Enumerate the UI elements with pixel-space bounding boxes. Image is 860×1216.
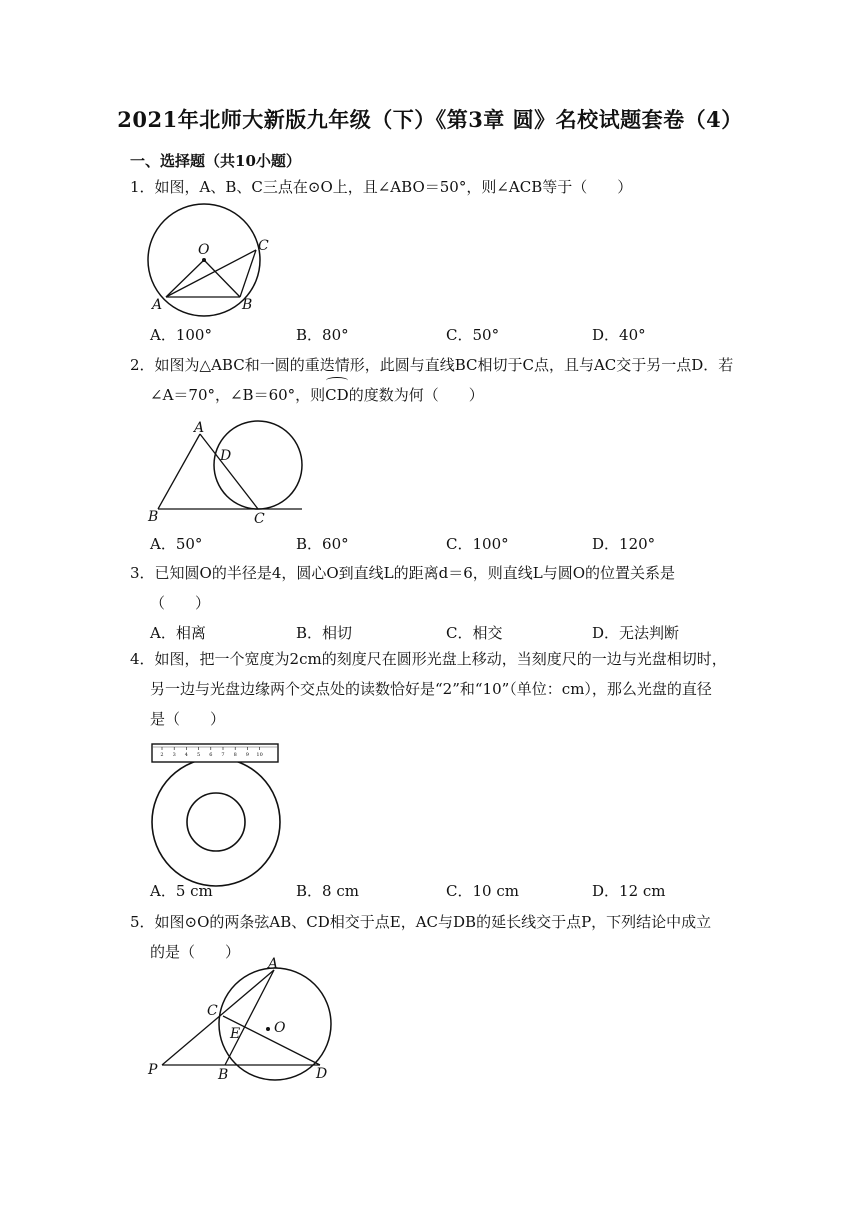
option-a[interactable]: A．5 cm <box>150 882 213 900</box>
question-5-line-2: 的是（ ） <box>150 943 241 961</box>
question-1-options <box>150 324 750 346</box>
question-2-options <box>150 533 750 555</box>
question-1-figure <box>140 210 280 320</box>
question-2-line-2-post: 的度数为何（ ） <box>348 386 484 404</box>
option-b[interactable]: B．60° <box>296 535 349 553</box>
option-b[interactable]: B．8 cm <box>296 882 359 900</box>
label-c: C <box>207 1003 218 1019</box>
question-2-line-2 <box>130 380 740 410</box>
question-3-stem <box>130 558 740 618</box>
question-3-options <box>150 622 750 644</box>
ruler-tick-label: 4 <box>184 752 188 758</box>
label-d: D <box>316 1066 328 1082</box>
question-5-line-1: 5．如图⊙O的两条弦AB、CD相交于点E，AC与DB的延长线交于点P，下列结论中成立 <box>130 913 712 931</box>
option-d[interactable]: D．无法判断 <box>592 624 680 642</box>
option-c[interactable]: C．相交 <box>446 624 503 642</box>
ruler-tick-label: 10 <box>256 752 263 758</box>
option-a[interactable]: A．相离 <box>150 624 206 642</box>
arc-cd: CD <box>325 380 349 410</box>
ruler-tick-label: 6 <box>209 752 213 758</box>
option-c[interactable]: C．10 cm <box>446 882 519 900</box>
question-2-line-1: 2．如图为△ABC和一圆的重迭情形，此圆与直线BC相切于C点，且与AC交于另一点D．若 <box>130 356 734 374</box>
question-2-line-2-pre: ∠A＝70°，∠B＝60°，则 <box>150 386 326 404</box>
question-4-line-3: 是（ ） <box>150 710 226 728</box>
question-3-line-2: （ ） <box>150 594 211 612</box>
label-a: A <box>152 297 163 313</box>
question-4-options <box>150 880 750 902</box>
label-o: O <box>274 1020 286 1036</box>
outer-disc-circle <box>152 758 280 886</box>
label-a: A <box>268 956 279 972</box>
question-4-line-2: 另一边与光盘边缘两个交点处的读数恰好是“2”和“10”（单位：cm），那么光盘的直径 <box>150 680 712 698</box>
option-a[interactable]: A．100° <box>150 326 212 344</box>
label-a: A <box>194 420 205 436</box>
ruler-tick-label: 8 <box>233 752 237 758</box>
option-c[interactable]: C．100° <box>446 535 509 553</box>
label-b: B <box>242 297 253 313</box>
ruler-tick-label: 9 <box>245 752 249 758</box>
option-d[interactable]: D．120° <box>592 535 656 553</box>
option-d[interactable]: D．12 cm <box>592 882 666 900</box>
ruler-tick-label: 5 <box>197 752 201 758</box>
label-c: C <box>254 511 265 527</box>
ruler-tick-label: 3 <box>172 752 176 758</box>
question-5-figure <box>140 956 340 1090</box>
question-4-figure <box>146 738 286 878</box>
question-2-stem <box>130 350 740 410</box>
option-d[interactable]: D．40° <box>592 326 646 344</box>
option-b[interactable]: B．80° <box>296 326 349 344</box>
question-4-stem <box>130 644 740 734</box>
question-2-figure <box>140 420 310 530</box>
label-d: D <box>220 448 232 464</box>
label-b: B <box>218 1067 229 1083</box>
question-5-stem <box>130 907 740 967</box>
circle <box>214 421 302 509</box>
question-4-line-1: 4．如图，把一个宽度为2cm的刻度尺在圆形光盘上移动，当刻度尺的一边与光盘相切时， <box>130 650 727 668</box>
label-c: C <box>258 238 269 254</box>
option-c[interactable]: C．50° <box>446 326 500 344</box>
label-p: P <box>148 1062 158 1078</box>
ruler-tick-label: 2 <box>160 752 164 758</box>
option-a[interactable]: A．50° <box>150 535 203 553</box>
question-3-line-1: 3．已知圆O的半径是4，圆心O到直线L的距离d＝6，则直线L与圆O的位置关系是 <box>130 564 676 582</box>
section-heading: 一、选择题（共10小题） <box>130 152 301 170</box>
label-b: B <box>148 509 159 525</box>
document-title: 2021年北师大新版九年级（下）《第3章 圆》名校试题套卷（4） <box>117 107 743 132</box>
ruler-tick-label: 7 <box>221 752 225 758</box>
label-o: O <box>198 242 210 258</box>
inner-disc-circle <box>187 793 245 851</box>
question-1-stem: 1．如图，A、B、C三点在⊙O上，且∠ABO＝50°，则∠ACB等于（ ） <box>130 178 633 196</box>
option-b[interactable]: B．相切 <box>296 624 353 642</box>
label-e: E <box>230 1026 241 1042</box>
